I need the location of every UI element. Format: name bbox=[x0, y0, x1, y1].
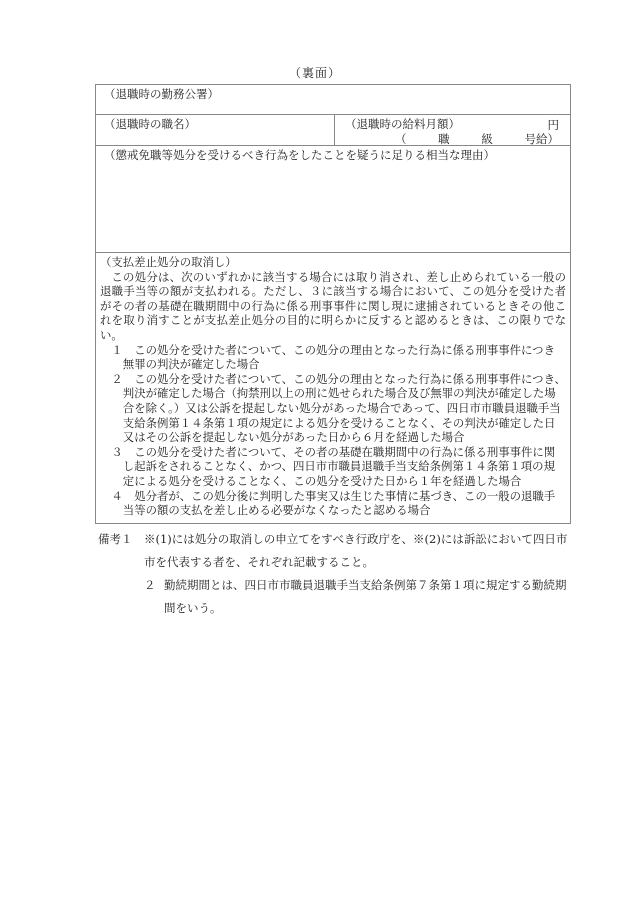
row-divider bbox=[96, 145, 570, 146]
salary-label: （退職時の給料月額） bbox=[345, 117, 460, 131]
cancellation-intro: この処分は、次のいずれかに該当する場合には取り消され、差し止められている一般の退職手当等の額が支払われる。ただし、３に該当する場合において、この処分を受けた者がその者の基礎在職期間中の行為に係る刑事事件に関し現に逮捕されているときその他これを取り消すことが支払差止処分の目的に明らかに反すると認めるときは、この限りでない。 bbox=[100, 269, 566, 342]
remark-2: 勤続期間とは、四日市市職員退職手当支給条例第７条第１項に規定する勤続期間をいう。 bbox=[164, 578, 567, 615]
cancellation-item-2: ２ この処分を受けた者について、この処分の理由となった行為に係る刑事事件につき、判決が確定した場合（拘禁刑以上の刑に処せられた場合及び無罪の判決が確定した場合を除く。）又は公訴を提起しない処分があった場合であって、四日市市職員退職手当支給条例第１４条第１項の規定による処分を受けることなく、その判決が確定した日又はその公訴を提起しない処分があった日から６月を経過した場合 bbox=[111, 371, 566, 445]
cancellation-section bbox=[100, 255, 566, 518]
yen-unit: 円 bbox=[547, 118, 559, 132]
page-title: （裏面） bbox=[288, 66, 341, 80]
grade-gokyu: 号給） bbox=[524, 132, 559, 146]
reason-label: （懲戒免職等処分を受けるべき行為をしたことを疑うに足りる相当な理由） bbox=[104, 148, 495, 162]
grade-kyu: 級 bbox=[481, 132, 493, 146]
retirement-allowance-form-back bbox=[95, 84, 571, 524]
grade-shoku: 職 bbox=[438, 132, 450, 146]
cancellation-item-3: ３ この処分を受けた者について、その者の基礎在職期間中の行為に係る刑事事件に関し起訴をされることなく、かつ、四日市市職員退職手当支給条例第１４条第１項の規定による処分を受けることなく、この処分を受けた日から１年を経過した場合 bbox=[111, 444, 556, 488]
cancellation-item-4: ４ 処分者が、この処分後に判明した事実又は生じた事情に基づき、この一般の退職手当等の額の支払を差し止める必要がなくなったと認める場合 bbox=[111, 488, 556, 518]
cancellation-item-1: １ この処分を受けた者について、この処分の理由となった行為に係る刑事事件につき無罪の判決が確定した場合 bbox=[111, 342, 555, 372]
remarks-head: 備考１ bbox=[98, 532, 133, 546]
remark-2-number: ２ bbox=[144, 578, 156, 592]
row-divider bbox=[96, 252, 570, 253]
remark-1: ※(1)には処分の取消しの申立てをすべき行政庁を、※(2)には訴訟において四日市市を代表する者を、それぞれ記載すること。 bbox=[144, 532, 568, 569]
office-label: （退職時の勤務公署） bbox=[104, 87, 219, 101]
remarks bbox=[98, 528, 576, 620]
salary-cell bbox=[335, 115, 571, 145]
grade-open-paren: （ bbox=[395, 132, 407, 146]
cancellation-heading: （支払差止処分の取消し） bbox=[100, 255, 237, 269]
position-label: （退職時の職名） bbox=[104, 117, 196, 131]
